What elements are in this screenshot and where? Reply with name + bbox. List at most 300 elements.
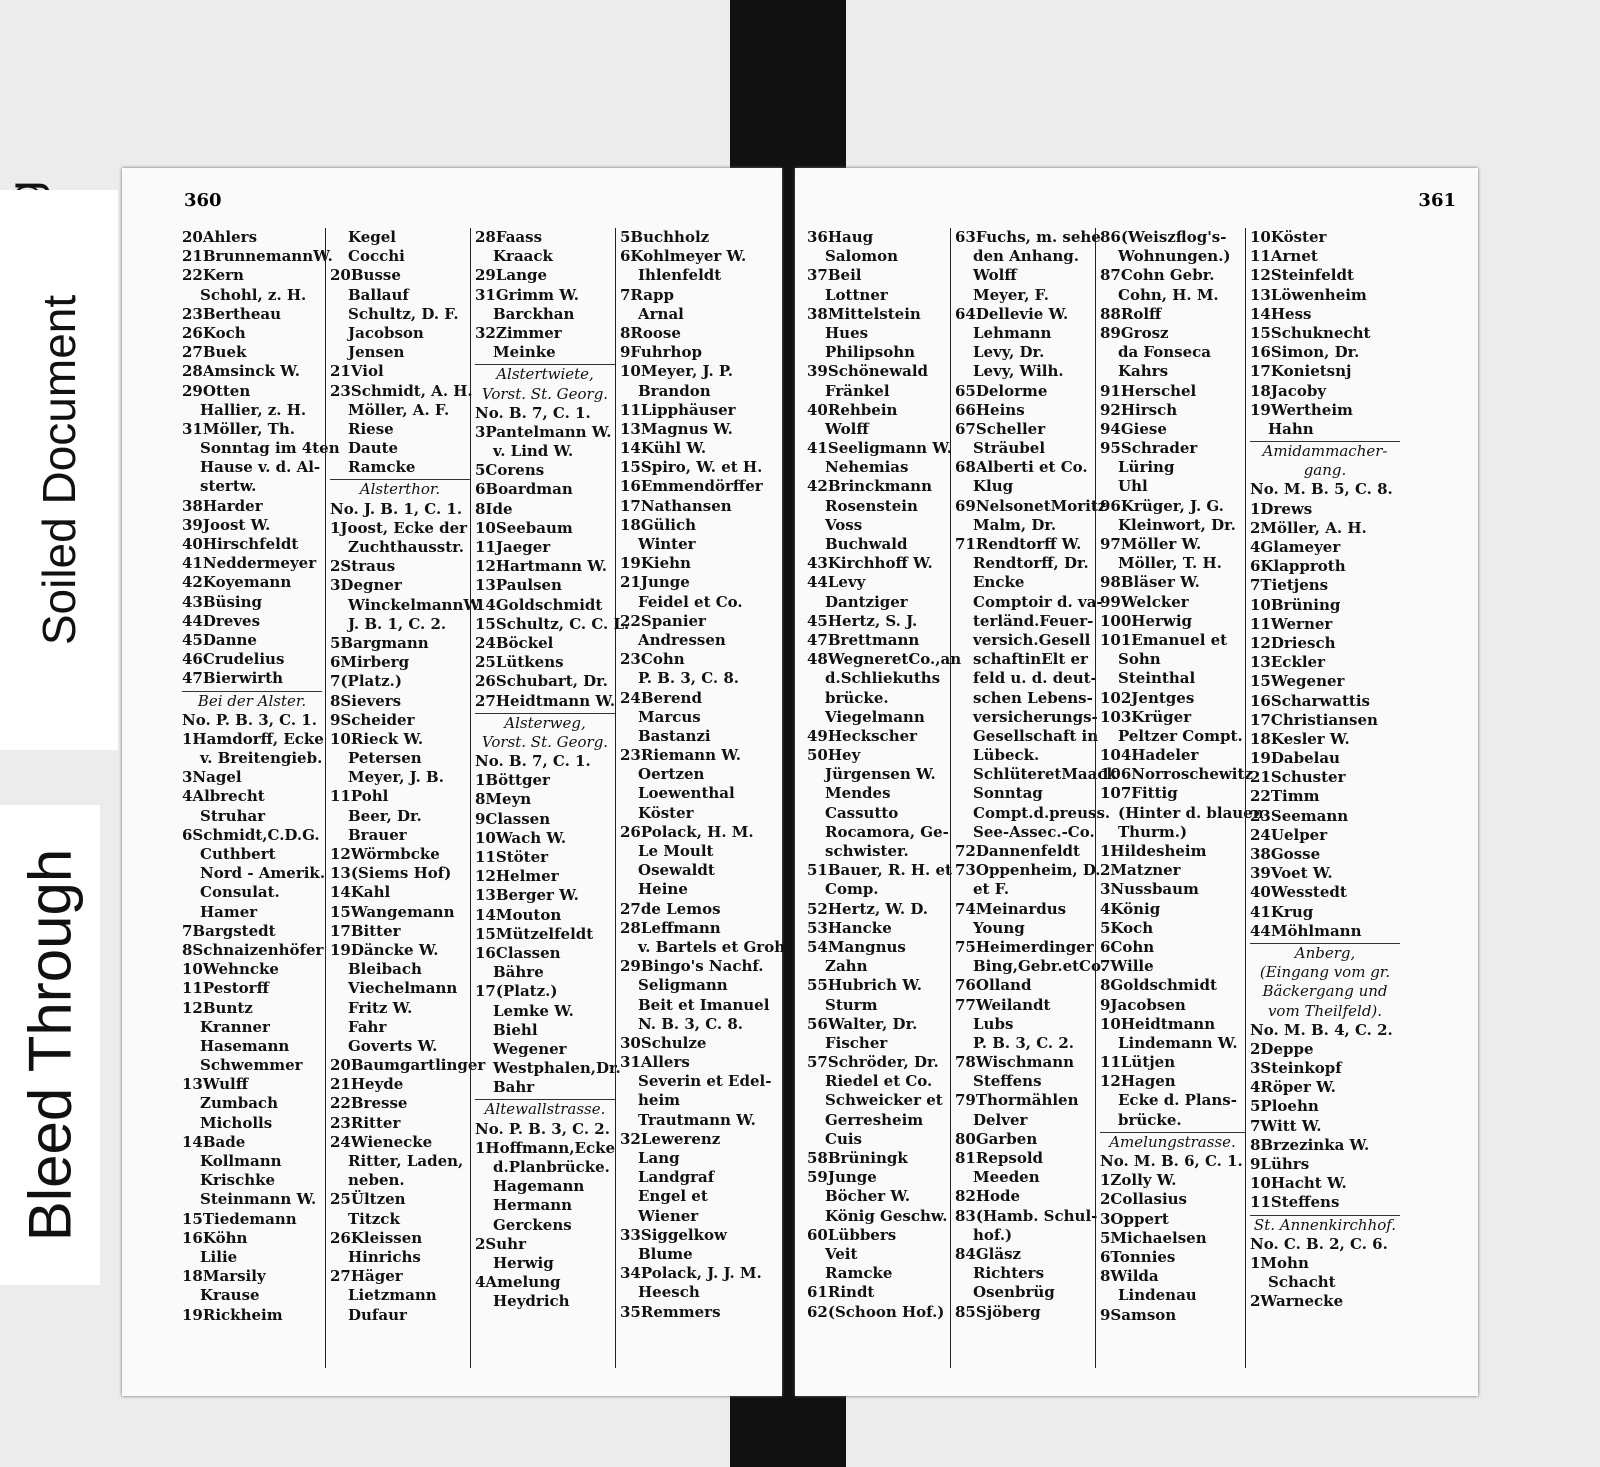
directory-entry: 2Möller, A. H. <box>1250 518 1367 537</box>
directory-entry: 12Hartmann W. <box>475 557 607 576</box>
directory-entry: Uhl <box>1118 477 1148 496</box>
directory-entry: 83(Hamb. Schul- <box>955 1206 1098 1225</box>
directory-entry: Jürgensen W. <box>825 765 936 784</box>
directory-entry: 21Junge <box>620 573 690 592</box>
directory-entry: 44Levy <box>807 573 866 592</box>
directory-entry: Ramcke <box>825 1264 893 1283</box>
directory-entry: 81Repsold <box>955 1149 1044 1167</box>
directory-entry: 23Cohn <box>620 650 685 669</box>
directory-entry: 2Collasius <box>1100 1190 1187 1209</box>
directory-entry: 10Wehncke <box>182 960 279 979</box>
directory-entry: schaftinElt er <box>973 650 1088 669</box>
directory-entry: Arnal <box>638 304 684 323</box>
directory-entry: 14Kahl <box>330 883 391 902</box>
directory-entry: Bastanzi <box>638 726 711 745</box>
directory-entry: 106Norroschewitz <box>1100 765 1253 784</box>
directory-entry: 46Crudelius <box>182 650 285 669</box>
directory-entry: 7Rapp <box>620 285 674 304</box>
directory-entry: Hahn <box>1268 419 1314 438</box>
directory-entry: 12Helmer <box>475 867 559 886</box>
directory-entry: 1Mohn <box>1250 1253 1309 1272</box>
directory-entry: 3Pantelmann W. <box>475 422 612 441</box>
directory-entry: Viechelmann <box>348 979 458 998</box>
directory-entry: 10Rieck W. <box>330 729 424 748</box>
directory-entry: terländ.Feuer- <box>973 611 1094 630</box>
directory-entry: Dufaur <box>348 1305 407 1324</box>
directory-entry: Malm, Dr. <box>973 515 1057 534</box>
directory-entry: 10Seebaum <box>475 518 573 537</box>
directory-entry: 34Polack, J. J. M. <box>620 1264 762 1283</box>
directory-entry: See-Assec.-Co. <box>973 822 1095 841</box>
directory-entry: (Eingang vom gr. <box>1259 963 1391 982</box>
directory-entry: stertw. <box>200 477 257 496</box>
directory-entry: Amidammacher- <box>1250 441 1400 461</box>
directory-entry: Meeden <box>973 1168 1040 1187</box>
directory-entry: 63Fuchs, m. sehe <box>955 228 1101 246</box>
directory-entry: Ballauf <box>348 285 409 304</box>
directory-entry: heim <box>638 1091 681 1110</box>
right-column-3 <box>1095 228 1264 1368</box>
directory-entry: 19Däncke W. <box>330 940 439 959</box>
directory-entry: 97Möller W. <box>1100 535 1202 553</box>
directory-entry: 11Lipphäuser <box>620 400 736 419</box>
directory-entry: Lilie <box>200 1247 238 1266</box>
directory-entry: 10Brüning <box>1250 595 1341 614</box>
left-column-4 <box>615 228 786 1368</box>
directory-entry: v. Breitengieb. <box>200 749 323 768</box>
directory-entry: 22Timm <box>1250 787 1320 806</box>
directory-entry: Sonntag im 4ten <box>200 439 340 458</box>
directory-entry: Böcher W. <box>825 1187 911 1206</box>
directory-entry: 15Schuknecht <box>1250 323 1371 342</box>
left-column-1 <box>182 228 340 1368</box>
directory-entry: 8Wilda <box>1100 1267 1159 1286</box>
directory-entry: 41Neddermeyer <box>182 554 317 573</box>
directory-entry: 3Nagel <box>182 768 242 787</box>
directory-entry: Krischke <box>200 1171 276 1190</box>
directory-entry: Blume <box>638 1244 693 1263</box>
directory-entry: 3Oppert <box>1100 1209 1169 1228</box>
directory-entry: versicherungs- <box>973 707 1098 726</box>
directory-entry: Hause v. d. Al- <box>200 458 321 477</box>
bleed-through-label: Bleed Through <box>0 805 100 1285</box>
directory-entry: König Geschw. <box>825 1206 948 1225</box>
directory-entry: No. B. 7, C. 1. <box>475 752 591 771</box>
directory-entry: schen Lebens- <box>973 688 1093 707</box>
directory-entry: Amelungstrasse. <box>1100 1132 1245 1152</box>
directory-entry: Biehl <box>493 1020 538 1039</box>
directory-entry: Goverts W. <box>348 1036 438 1055</box>
directory-entry: 13Eckler <box>1250 653 1325 672</box>
directory-entry: St. Annenkirchhof. <box>1250 1215 1400 1235</box>
directory-entry: 54Mangnus <box>807 937 906 956</box>
directory-entry: Möller, A. F. <box>348 400 450 419</box>
directory-entry: Gesellschaft in <box>973 726 1099 745</box>
directory-entry: Kahrs <box>1118 362 1169 381</box>
directory-entry: 48WegneretCo.,an <box>807 650 962 669</box>
directory-entry: 40Rehbein <box>807 400 898 419</box>
directory-entry: Loewenthal <box>638 784 735 803</box>
directory-entry: et F. <box>973 880 1010 899</box>
directory-entry: Lemke W. <box>493 1001 574 1020</box>
directory-entry: 39Voet W. <box>1250 864 1333 883</box>
directory-entry: 11Pohl <box>330 787 389 806</box>
directory-entry: Ihlenfeldt <box>638 266 722 285</box>
directory-entry: Schweicker et <box>825 1091 943 1110</box>
directory-entry: 73Oppenheim, D. <box>955 861 1101 880</box>
directory-entry: 11Lütjen <box>1100 1053 1176 1072</box>
directory-entry: 16Emmendörffer <box>620 477 763 496</box>
right-column-1 <box>807 228 962 1368</box>
directory-entry: hof.) <box>973 1225 1013 1244</box>
directory-entry: Krause <box>200 1286 260 1305</box>
directory-entry: Viegelmann <box>825 707 925 726</box>
directory-entry: P. B. 3, C. 2. <box>973 1033 1075 1052</box>
directory-entry: 80Garben <box>955 1129 1038 1148</box>
directory-entry: P. B. 3, C. 8. <box>638 669 740 688</box>
directory-entry: 50Hey <box>807 746 861 765</box>
directory-entry: 18Kesler W. <box>1250 729 1350 748</box>
directory-entry: 17Nathansen <box>620 496 732 515</box>
directory-entry: Schacht <box>1268 1273 1336 1292</box>
directory-entry: Young <box>973 918 1025 937</box>
directory-entry: 65Delorme <box>955 381 1048 400</box>
directory-entry: 8Meyn <box>475 790 532 809</box>
directory-entry: Zuchthausstr. <box>348 538 464 556</box>
directory-entry: 9Fuhrhop <box>620 343 702 362</box>
directory-entry: Micholls <box>200 1113 273 1132</box>
directory-entry: Severin et Edel- <box>638 1072 772 1091</box>
directory-entry: Rocamora, Ge- <box>825 822 949 841</box>
directory-entry: No. M. B. 6, C. 1. <box>1100 1152 1243 1170</box>
directory-entry: 8Ide <box>475 499 513 518</box>
directory-entry: 31Grimm W. <box>475 285 579 304</box>
directory-entry: 28Faass <box>475 228 543 246</box>
directory-entry: 6Tonnies <box>1100 1247 1176 1266</box>
directory-entry: Comptoir d. va- <box>973 592 1103 611</box>
directory-entry: 53Hancke <box>807 918 892 937</box>
page-number-right: 361 <box>1418 190 1456 211</box>
directory-entry: d.Planbrücke. <box>493 1158 610 1176</box>
directory-entry: Levy, Dr. <box>973 343 1045 362</box>
directory-entry: Jacobson <box>348 323 424 342</box>
directory-entry: 4König <box>1100 899 1161 918</box>
directory-entry: Lietzmann <box>348 1286 437 1305</box>
directory-entry: Kleinwort, Dr. <box>1118 515 1236 534</box>
directory-entry: 26Koch <box>182 323 246 342</box>
directory-entry: 31Möller, Th. <box>182 419 295 438</box>
directory-entry: No. J. B. 1, C. 1. <box>330 499 463 518</box>
directory-entry: 39Joost W. <box>182 515 271 534</box>
directory-entry: 27Buek <box>182 343 247 362</box>
directory-entry: Thurm.) <box>1118 822 1188 841</box>
directory-entry: Daute <box>348 439 399 458</box>
directory-entry: 13Berger W. <box>475 886 579 905</box>
directory-entry: 32Lewerenz <box>620 1129 721 1148</box>
directory-entry: 20Baumgartlinger <box>330 1056 486 1075</box>
directory-entry: Hinrichs <box>348 1247 421 1266</box>
directory-entry: 31Allers <box>620 1053 690 1072</box>
directory-entry: 40Hirschfeldt <box>182 535 299 553</box>
directory-entry: Fritz W. <box>348 998 413 1017</box>
directory-entry: Brauer <box>348 825 407 844</box>
directory-entry: Hagemann <box>493 1177 585 1196</box>
directory-entry: Hermann <box>493 1196 573 1215</box>
directory-entry: 22Bresse <box>330 1094 408 1113</box>
directory-entry: 14Goldschmidt <box>475 595 603 614</box>
directory-entry: den Anhang. <box>973 247 1079 266</box>
directory-entry: 8Schnaizenhöfer <box>182 940 324 959</box>
directory-entry: 12Buntz <box>182 998 253 1017</box>
directory-entry: d.Schliekuths <box>825 669 941 688</box>
directory-entry: 1Hildesheim <box>1100 842 1207 860</box>
directory-entry: 11Werner <box>1250 614 1333 633</box>
directory-entry: 1Zolly W. <box>1100 1171 1177 1190</box>
directory-entry: 82Hode <box>955 1187 1021 1206</box>
directory-entry: da Fonseca <box>1118 343 1212 362</box>
directory-entry: 19Dabelau <box>1250 749 1340 768</box>
directory-entry: gang. <box>1303 461 1347 480</box>
directory-entry: 17Christiansen <box>1250 710 1378 729</box>
directory-entry: 12Wörmbcke <box>330 845 440 863</box>
directory-entry: 8Sievers <box>330 691 402 710</box>
directory-entry: neben. <box>348 1171 405 1190</box>
directory-entry: 17Bitter <box>330 921 401 940</box>
directory-entry: Consulat. <box>200 883 280 902</box>
directory-entry: v. Bartels et Groh <box>638 937 786 956</box>
directory-entry: 18Marsily <box>182 1267 266 1286</box>
directory-entry: Trautmann W. <box>638 1110 756 1129</box>
directory-entry: 58Brüningk <box>807 1149 908 1167</box>
directory-entry: Hamer <box>200 902 258 921</box>
directory-entry: 6Kohlmeyer W. <box>620 247 747 266</box>
directory-entry: 21Heyde <box>330 1075 404 1094</box>
directory-entry: 42Koyemann <box>182 573 292 592</box>
directory-entry: Voss <box>825 515 863 534</box>
directory-entry: brücke. <box>1118 1110 1182 1129</box>
directory-entry: 43Büsing <box>182 592 262 611</box>
directory-entry: Kollmann <box>200 1152 282 1170</box>
directory-entry: 51Bauer, R. H. et <box>807 861 952 880</box>
directory-entry: Fischer <box>825 1033 888 1052</box>
directory-entry: Schohl, z. H. <box>200 285 307 304</box>
directory-entry: Wolff <box>973 266 1017 285</box>
directory-entry: Wohnungen.) <box>1118 247 1231 266</box>
directory-entry: 20Busse <box>330 266 401 285</box>
directory-entry: 16Simon, Dr. <box>1250 343 1360 362</box>
directory-entry: 78Wischmann <box>955 1053 1075 1072</box>
directory-entry: 103Krüger <box>1100 707 1192 726</box>
directory-entry: 9Jacobsen <box>1100 995 1186 1014</box>
directory-entry: Bei der Alster. <box>182 691 322 711</box>
directory-entry: 15Wangemann <box>330 902 455 921</box>
directory-entry: 24Uelper <box>1250 825 1328 844</box>
directory-entry: 32Zimmer <box>475 323 562 342</box>
directory-entry: 42Brinckmann <box>807 477 932 496</box>
directory-entry: 13Magnus W. <box>620 419 733 438</box>
directory-entry: Altewallstrasse. <box>475 1099 615 1119</box>
directory-entry: 1Böttger <box>475 771 550 790</box>
directory-entry: Comp. <box>825 880 879 899</box>
directory-entry: Alsterthor. <box>330 479 470 499</box>
directory-entry: Seligmann <box>638 976 728 995</box>
directory-entry: Cassutto <box>825 803 899 822</box>
directory-entry: (Hinter d. blauen <box>1118 803 1264 822</box>
directory-entry: Buchwald <box>825 535 908 553</box>
directory-entry: 9Scheider <box>330 710 415 729</box>
directory-entry: 95Schrader <box>1100 439 1198 458</box>
directory-entry: 94Giese <box>1100 419 1167 438</box>
directory-entry: 5Buchholz <box>620 228 710 246</box>
directory-entry: 19Kiehn <box>620 554 691 573</box>
directory-entry: 35Remmers <box>620 1302 721 1321</box>
directory-entry: Dantziger <box>825 592 908 611</box>
right-column-2 <box>950 228 1117 1368</box>
directory-entry: Winter <box>638 535 696 553</box>
directory-entry: Osewaldt <box>638 861 715 880</box>
directory-entry: Meyer, F. <box>973 285 1050 304</box>
directory-entry: 56Walter, Dr. <box>807 1014 918 1033</box>
directory-entry: 10Hacht W. <box>1250 1174 1347 1193</box>
directory-entry: 45Hertz, S. J. <box>807 611 918 630</box>
directory-entry: Barckhan <box>493 304 575 323</box>
directory-entry: No. M. B. 5, C. 8. <box>1250 480 1393 499</box>
directory-entry: Wolff <box>825 419 869 438</box>
directory-entry: 10Heidtmann <box>1100 1014 1216 1033</box>
directory-entry: Möller, T. H. <box>1118 554 1222 573</box>
directory-entry: 38Harder <box>182 496 263 515</box>
directory-entry: 14Hess <box>1250 304 1312 323</box>
directory-entry: Schultz, D. F. <box>348 304 459 323</box>
directory-entry: Veit <box>825 1244 858 1263</box>
directory-entry: 4Albrecht <box>182 787 265 806</box>
directory-entry: 18Gülich <box>620 515 697 534</box>
directory-entry: Vorst. St. Georg. <box>481 384 609 403</box>
directory-entry: Lindenau <box>1118 1286 1197 1305</box>
directory-entry: Meyer, J. B. <box>348 768 444 787</box>
directory-entry: 1Joost, Ecke der <box>330 518 468 537</box>
directory-entry: No. P. B. 3, C. 2. <box>475 1119 610 1138</box>
directory-entry: 49Heckscher <box>807 726 918 745</box>
directory-entry: Bähre <box>493 963 544 982</box>
directory-entry: 14Mouton <box>475 905 562 924</box>
directory-entry: 62(Schoon Hof.) <box>807 1302 945 1321</box>
directory-entry: 15Mützelfeldt <box>475 924 594 943</box>
directory-entry: 15Tiedemann <box>182 1209 297 1228</box>
directory-entry: Sturm <box>825 995 878 1014</box>
directory-entry: Nord - Amerik. <box>200 864 326 883</box>
directory-entry: 2Matzner <box>1100 861 1181 880</box>
directory-entry: Feidel et Co. <box>638 592 743 611</box>
directory-entry: Jensen <box>348 343 405 362</box>
directory-entry: Petersen <box>348 749 422 768</box>
soiled-document-label: Soiled Document <box>0 190 118 750</box>
directory-entry: 68Alberti et Co. <box>955 458 1088 477</box>
directory-entry: Steffens <box>973 1072 1042 1091</box>
directory-entry: 43Kirchhoff W. <box>807 554 933 573</box>
directory-entry: 36Haug <box>807 228 874 246</box>
directory-entry: 16Classen <box>475 943 561 962</box>
directory-entry: 8Goldschmidt <box>1100 976 1217 995</box>
directory-entry: 45Danne <box>182 630 257 649</box>
directory-entry: Heydrich <box>493 1292 570 1311</box>
directory-entry: 1Drews <box>1250 499 1313 518</box>
directory-entry: 20Ahlers <box>182 228 258 246</box>
directory-entry: 7(Platz.) <box>330 672 402 691</box>
directory-entry: 64Dellevie W. <box>955 304 1069 323</box>
directory-entry: v. Lind W. <box>493 442 574 461</box>
directory-entry: Gerresheim <box>825 1110 924 1129</box>
directory-entry: Landgraf <box>638 1168 715 1187</box>
directory-entry: 27Heidtmann W. <box>475 691 616 710</box>
directory-entry: 9Classen <box>475 809 551 828</box>
directory-entry: Klug <box>973 477 1014 496</box>
directory-entry: Kraack <box>493 247 553 266</box>
directory-entry: Cuthbert <box>200 845 276 863</box>
directory-entry: 76Olland <box>955 976 1032 995</box>
directory-entry: 13Paulsen <box>475 576 562 595</box>
directory-entry: 6Klapproth <box>1250 557 1346 576</box>
directory-entry: 7Tietjens <box>1250 576 1329 595</box>
directory-entry: 38Gosse <box>1250 845 1321 863</box>
directory-entry: Marcus <box>638 707 701 726</box>
directory-entry: 92Hirsch <box>1100 400 1178 419</box>
directory-entry: No. M. B. 4, C. 2. <box>1250 1020 1393 1039</box>
directory-entry: 13Löwenheim <box>1250 285 1367 304</box>
directory-entry: Wiener <box>638 1206 699 1225</box>
directory-entry: 1Hoffmann,Ecke <box>475 1138 616 1157</box>
directory-entry: 7Wille <box>1100 957 1154 976</box>
directory-entry: 23Bertheau <box>182 304 282 323</box>
directory-entry: 26Polack, H. M. <box>620 822 754 841</box>
directory-entry: 5Michaelsen <box>1100 1228 1207 1247</box>
directory-entry: 14Bade <box>182 1132 246 1151</box>
directory-entry: 89Grosz <box>1100 323 1169 342</box>
directory-entry: 52Hertz, W. D. <box>807 899 929 918</box>
directory-entry: Osenbrüg <box>973 1283 1055 1302</box>
directory-entry: Mendes <box>825 784 891 803</box>
directory-entry: 12Hagen <box>1100 1072 1176 1091</box>
directory-entry: 17(Platz.) <box>475 982 558 1001</box>
directory-entry: Sträubel <box>973 439 1046 458</box>
directory-entry: 5Corens <box>475 461 545 480</box>
directory-entry: Struhar <box>200 806 266 825</box>
directory-entry: feld u. d. deut- <box>973 669 1097 688</box>
directory-entry: Heine <box>638 880 688 899</box>
directory-entry: 75Heimerdinger <box>955 937 1094 956</box>
directory-entry: Salomon <box>825 247 899 266</box>
directory-entry: Hallier, z. H. <box>200 400 307 419</box>
directory-entry: 102Jentges <box>1100 688 1195 707</box>
directory-entry: Meinke <box>493 343 556 362</box>
directory-entry: Bing,Gebr.etCo. <box>973 957 1106 976</box>
directory-entry: No. B. 7, C. 1. <box>475 403 591 422</box>
directory-entry: 71Rendtorff W. <box>955 535 1082 553</box>
directory-entry: 29Bingo's Nachf. <box>620 957 764 976</box>
directory-entry: 99Welcker <box>1100 592 1189 611</box>
directory-entry: 87Cohn Gebr. <box>1100 266 1215 285</box>
directory-entry: Westphalen,Dr. <box>493 1059 621 1078</box>
directory-entry: Philipsohn <box>825 343 916 362</box>
directory-entry: 24Wienecke <box>330 1132 433 1151</box>
directory-entry: Schwemmer <box>200 1056 303 1075</box>
directory-entry: 59Junge <box>807 1168 877 1187</box>
directory-entry: 8Brzezinka W. <box>1250 1135 1370 1154</box>
directory-entry: 66Heins <box>955 400 1025 419</box>
directory-entry: 24Böckel <box>475 633 554 652</box>
directory-entry: Steinthal <box>1118 669 1196 688</box>
directory-entry: 3Degner <box>330 576 402 595</box>
